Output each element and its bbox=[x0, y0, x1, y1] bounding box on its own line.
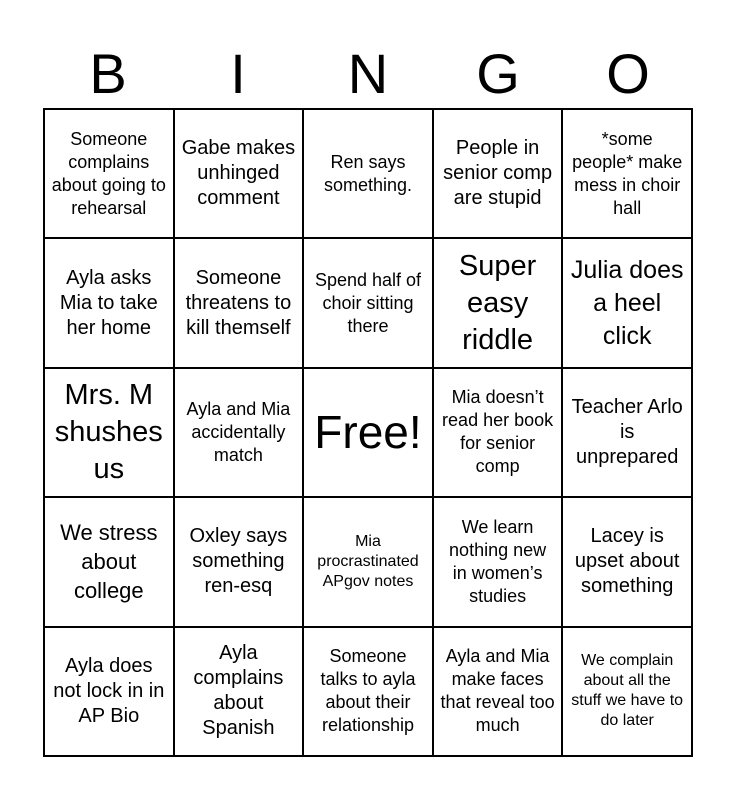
bingo-cell-b3[interactable] bbox=[45, 369, 175, 498]
cell-text: People in senior comp are stupid bbox=[443, 137, 553, 210]
header-letter-g: G bbox=[476, 42, 520, 105]
cell-text: Oxley says something ren-esq bbox=[189, 525, 288, 598]
header-letter-n: N bbox=[347, 42, 389, 105]
bingo-cell-i1[interactable] bbox=[175, 110, 305, 239]
cell-text: Ayla and Mia accidentally match bbox=[186, 398, 291, 465]
bingo-cell-n1[interactable] bbox=[304, 110, 434, 239]
bingo-cell-g2[interactable] bbox=[434, 239, 564, 368]
bingo-cell-g5[interactable] bbox=[434, 628, 564, 757]
cell-text: Teacher Arlo is unprepared bbox=[571, 395, 683, 468]
bingo-cell-g1[interactable] bbox=[434, 110, 564, 239]
bingo-cell-o2[interactable] bbox=[563, 239, 693, 368]
bingo-cell-n2[interactable] bbox=[304, 239, 434, 368]
cell-text: Ayla does not lock in in AP Bio bbox=[53, 654, 165, 727]
bingo-cell-n3-free[interactable] bbox=[304, 369, 434, 498]
cell-text: We complain about all the stuff we have to do later bbox=[571, 652, 684, 730]
cell-text: Super easy riddle bbox=[458, 249, 537, 356]
free-space-text: Free! bbox=[314, 406, 422, 459]
cell-text: We stress about college bbox=[60, 520, 158, 604]
bingo-cell-i4[interactable] bbox=[175, 498, 305, 627]
bingo-cell-b2[interactable] bbox=[45, 239, 175, 368]
cell-text: Ayla complains about Spanish bbox=[193, 642, 284, 740]
bingo-cell-o4[interactable] bbox=[563, 498, 693, 627]
bingo-cell-i5[interactable] bbox=[175, 628, 305, 757]
bingo-board bbox=[43, 108, 693, 757]
header-letter-i: I bbox=[230, 42, 246, 105]
header-letter-o: O bbox=[606, 42, 650, 105]
cell-text: Lacey is upset about something bbox=[574, 525, 680, 598]
header-letter-b: B bbox=[89, 42, 127, 105]
bingo-cell-b5[interactable] bbox=[45, 628, 175, 757]
bingo-cell-i3[interactable] bbox=[175, 369, 305, 498]
cell-text: Someone threatens to kill themself bbox=[185, 266, 292, 339]
bingo-cell-i2[interactable] bbox=[175, 239, 305, 368]
cell-text: Mia procrastinated APgov notes bbox=[317, 532, 419, 590]
bingo-cell-o5[interactable] bbox=[563, 628, 693, 757]
bingo-cell-n4[interactable] bbox=[304, 498, 434, 627]
bingo-cell-b4[interactable] bbox=[45, 498, 175, 627]
cell-text: Someone complains about going to rehearsal bbox=[51, 128, 166, 218]
cell-text: Ren says something. bbox=[323, 151, 413, 195]
bingo-cell-o1[interactable] bbox=[563, 110, 693, 239]
cell-text: Julia does a heel click bbox=[570, 255, 684, 350]
bingo-cell-b1[interactable] bbox=[45, 110, 175, 239]
cell-text: *some people* make mess in choir hall bbox=[572, 128, 683, 218]
bingo-header bbox=[43, 40, 693, 108]
cell-text: Mia doesn’t read her book for senior comp bbox=[442, 387, 554, 477]
cell-text: Spend half of choir sitting there bbox=[314, 269, 422, 336]
bingo-cell-o3[interactable] bbox=[563, 369, 693, 498]
cell-text: Ayla asks Mia to take her home bbox=[59, 266, 158, 339]
cell-text: We learn nothing new in women’s studies bbox=[449, 516, 547, 606]
bingo-cell-g3[interactable] bbox=[434, 369, 564, 498]
cell-text: Gabe makes unhinged comment bbox=[181, 137, 296, 210]
bingo-cell-n5[interactable] bbox=[304, 628, 434, 757]
bingo-cell-g4[interactable] bbox=[434, 498, 564, 627]
cell-text: Someone talks to ayla about their relationship bbox=[320, 646, 416, 736]
cell-text: Mrs. M shushes us bbox=[54, 378, 163, 485]
cell-text: Ayla and Mia make faces that reveal too much bbox=[440, 646, 555, 736]
